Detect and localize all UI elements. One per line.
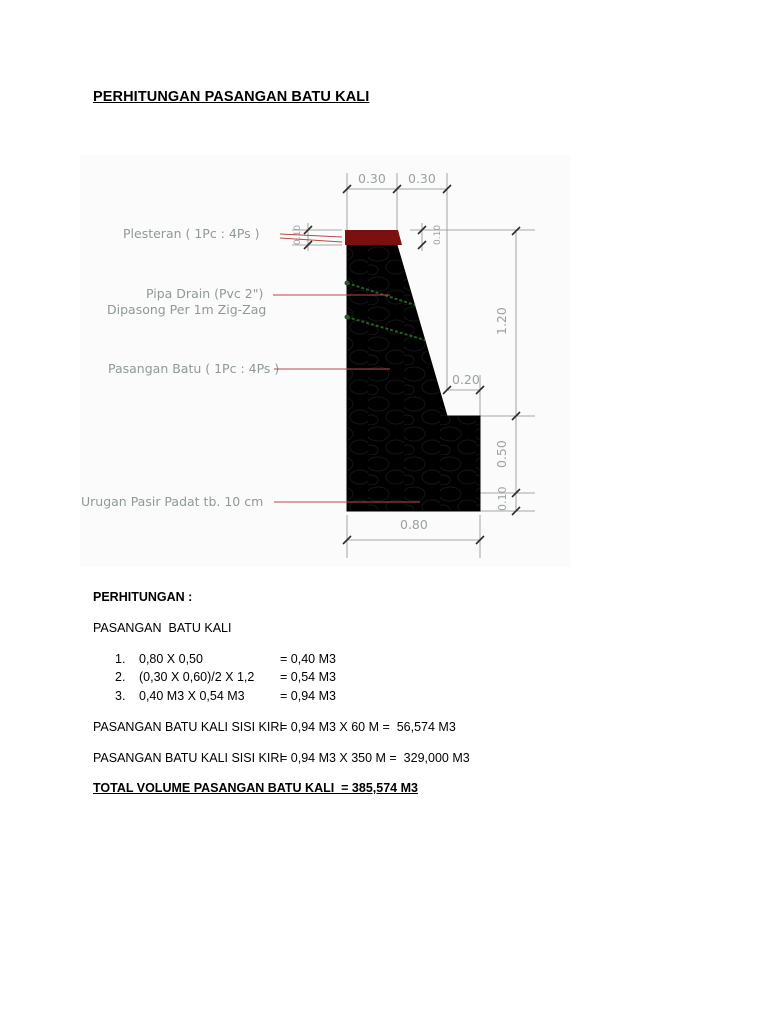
document-title: PERHITUNGAN PASANGAN BATU KALI (93, 89, 370, 105)
calc-item-2-expr: (0,30 X 0,60)/2 X 1,2 (139, 670, 255, 684)
label-pipa-drain: Pipa Drain (Pvc 2") (146, 286, 264, 301)
label-urugan: Urugan Pasir Padat tb. 10 cm (81, 494, 264, 509)
plaster-cap (345, 230, 402, 245)
calc-item-1-num: 1. (115, 652, 126, 666)
calc-item-2-result: = 0,54 M3 (280, 670, 336, 684)
cad-drawing-svg (80, 155, 570, 567)
label-pasangan-batu: Pasangan Batu ( 1Pc : 4Ps ) (108, 361, 280, 376)
calc-kiri-value: = 0,94 M3 X 60 M = 56,574 M3 (280, 720, 456, 734)
calc-item-3-num: 3. (115, 689, 126, 703)
dim-width-base: 0.80 (400, 517, 428, 532)
dim-height-base: 0.10 (496, 486, 509, 511)
calc-item-1-expr: 0,80 X 0,50 (139, 652, 203, 666)
dim-top-right: 0.30 (408, 171, 436, 186)
calc-item-3-result: = 0,94 M3 (280, 689, 336, 703)
calc-kanan-label: PASANGAN BATU KALI SISI KIRI (93, 751, 283, 765)
calc-kiri-label: PASANGAN BATU KALI SISI KIRI (93, 720, 283, 734)
total-volume: TOTAL VOLUME PASANGAN BATU KALI = 385,574 M3 (93, 781, 418, 795)
calc-subheading: PASANGAN BATU KALI (93, 621, 232, 635)
calc-item-2-num: 2. (115, 670, 126, 684)
dim-right-small: 0.10 (433, 224, 443, 245)
dim-height-lower: 0.50 (494, 440, 509, 468)
retaining-wall-drawing (80, 155, 570, 567)
calc-item-1-result: = 0,40 M3 (280, 652, 336, 666)
calc-kanan-value: = 0,94 M3 X 350 M = 329,000 M3 (280, 751, 470, 765)
dim-step: 0.20 (452, 372, 480, 387)
dim-left-small: 0.10 (293, 224, 303, 245)
calc-heading: PERHITUNGAN : (93, 590, 193, 604)
label-plesteran: Plesteran ( 1Pc : 4Ps ) (123, 226, 260, 241)
dim-height-upper: 1.20 (494, 307, 509, 335)
calc-item-3-expr: 0,40 M3 X 0,54 M3 (139, 689, 245, 703)
label-pipa-drain-note: Dipasong Per 1m Zig-Zag (107, 302, 267, 317)
dim-top-left: 0.30 (358, 171, 386, 186)
